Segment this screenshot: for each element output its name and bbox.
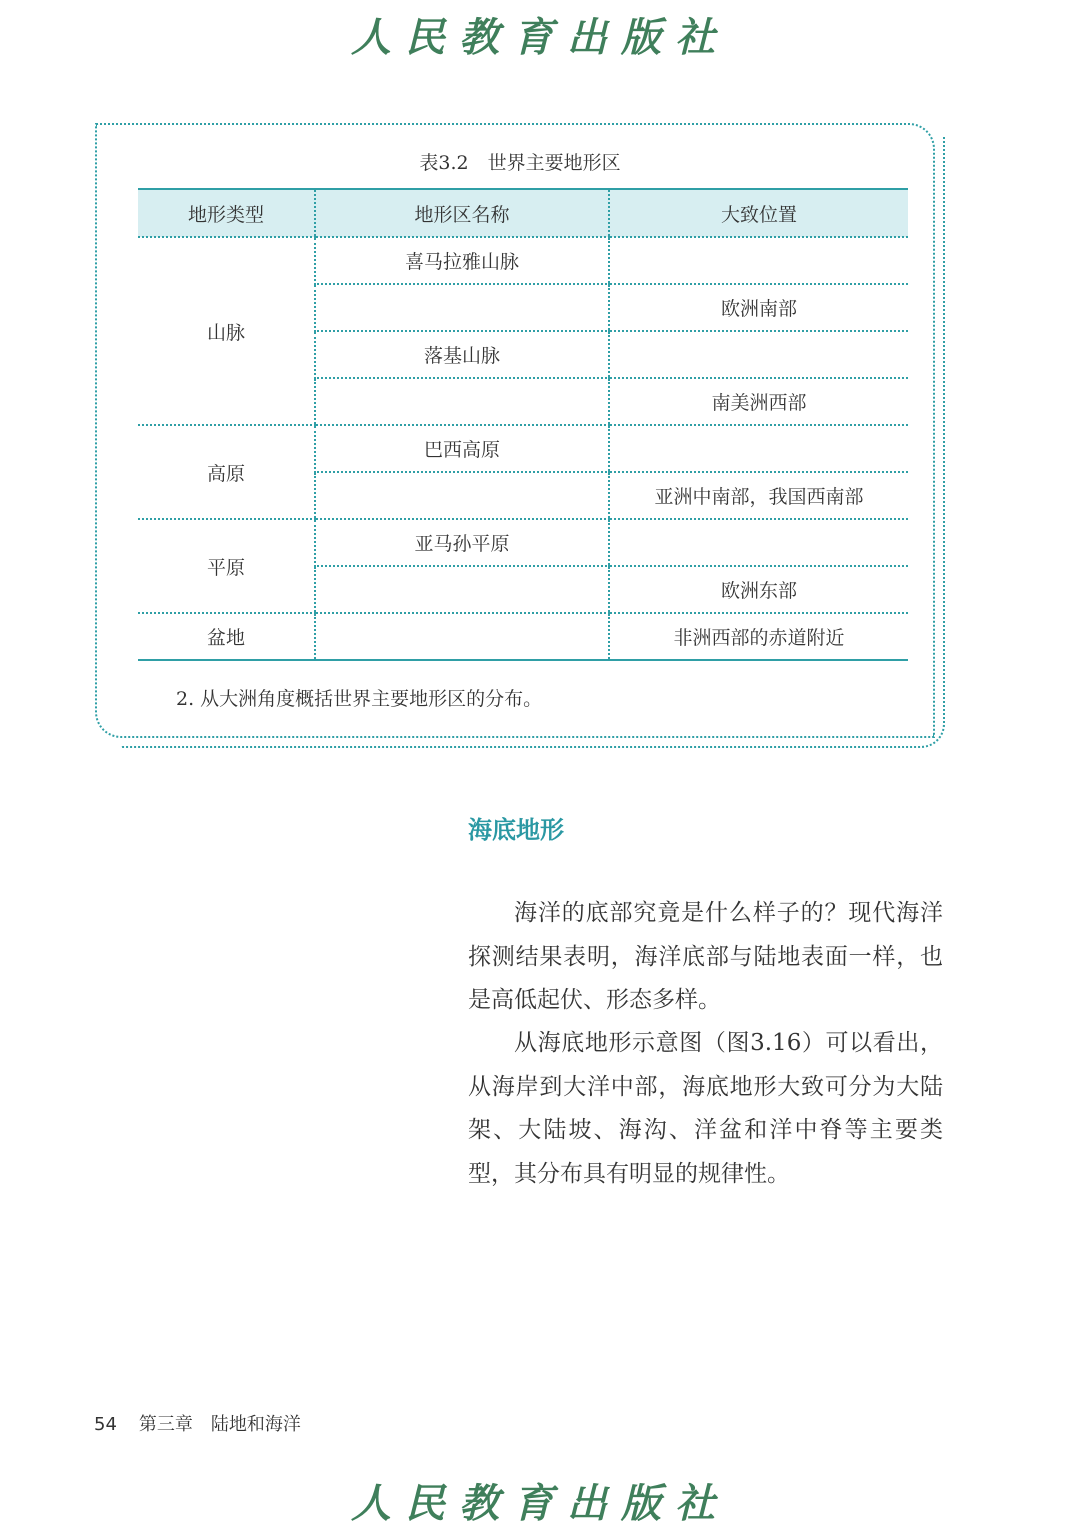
chapter-title: 陆地和海洋 (210, 1414, 301, 1435)
landform-name-cell (315, 284, 609, 331)
landform-name-cell (315, 566, 609, 613)
landform-type-cell: 盆地 (138, 613, 315, 660)
location-cell (609, 425, 908, 472)
page-number: 54 (94, 1414, 117, 1435)
location-cell: 亚洲中南部，我国西南部 (609, 472, 908, 519)
landform-name-cell: 落基山脉 (315, 331, 609, 378)
location-cell (609, 237, 908, 284)
table-title: 表3.2 世界主要地形区 (419, 152, 621, 174)
table-row (138, 237, 908, 284)
landform-name-cell: 亚马孙平原 (315, 519, 609, 566)
location-cell (609, 519, 908, 566)
publisher-logo-bottom: 人民教育出版社 (351, 1480, 729, 1527)
table-row (138, 425, 908, 472)
landform-type-cell: 山脉 (138, 237, 315, 425)
activity-question: 2. 从大洲角度概括世界主要地形区的分布。 (176, 688, 543, 710)
landform-name-cell: 巴西高原 (315, 425, 609, 472)
table-header-row (138, 189, 908, 237)
location-cell: 南美洲西部 (609, 378, 908, 425)
landform-name-cell: 喜马拉雅山脉 (315, 237, 609, 284)
landform-name-cell (315, 613, 609, 660)
landform-type-cell: 高原 (138, 425, 315, 519)
table-row (138, 519, 908, 566)
landform-type-cell: 平原 (138, 519, 315, 613)
header-landform-type: 地形类型 (138, 189, 315, 237)
location-cell (609, 331, 908, 378)
section-heading: 海底地形 (468, 816, 564, 844)
header-location: 大致位置 (609, 189, 908, 237)
publisher-logo-top: 人民教育出版社 (351, 14, 729, 61)
header-landform-name: 地形区名称 (315, 189, 609, 237)
location-cell: 欧洲东部 (609, 566, 908, 613)
page-footer (94, 1410, 301, 1436)
landform-name-cell (315, 472, 609, 519)
location-cell: 欧洲南部 (609, 284, 908, 331)
body-paragraph: 海洋的底部究竟是什么样子的？现代海洋探测结果表明，海洋底部与陆地表面一样，也是高低起伏、形态多样。 (468, 900, 943, 1013)
location-cell: 非洲西部的赤道附近 (609, 613, 908, 660)
body-paragraph: 从海底地形示意图（图3.16）可以看出，从海岸到大洋中部，海底地形大致可分为大陆架、大陆坡、海沟、洋盆和洋中脊等主要类型，其分布具有明显的规律性。 (468, 1030, 943, 1187)
landform-name-cell (315, 378, 609, 425)
landform-table (138, 188, 908, 661)
table-row (138, 613, 908, 660)
chapter-label: 第三章 (138, 1414, 193, 1435)
